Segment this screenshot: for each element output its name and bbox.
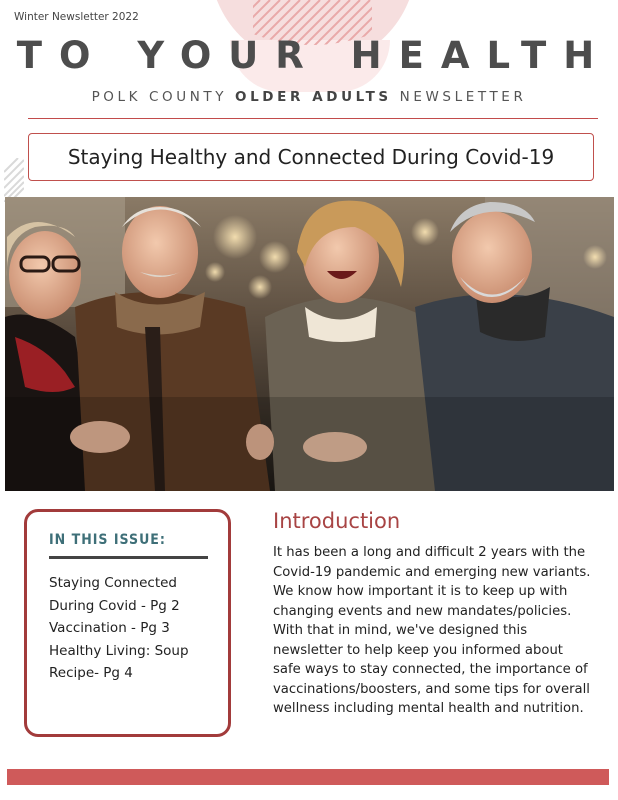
in-this-issue-heading: IN THIS ISSUE: xyxy=(49,532,166,548)
subtitle-suffix: NEWSLETTER xyxy=(399,89,527,105)
introduction-body: It has been a long and difficult 2 years with the Covid-19 pandemic and emerging new variants. We know how important it is to keep up with changing events and new mandates/policies. With that in mind, we've designed this newsletter to help keep you informed about safe ways to stay connected, the importance of vaccinations/boosters, and some tips for overall wellness including mental health and nutrition. xyxy=(273,545,591,716)
subtitle-prefix: POLK COUNTY xyxy=(91,89,228,105)
in-this-issue-list xyxy=(49,572,219,685)
headline-box xyxy=(28,133,594,181)
edition-label: Winter Newsletter 2022 xyxy=(14,11,139,23)
masthead-title: TO YOUR HEALTH xyxy=(16,34,612,77)
issue-item-vaccination: Vaccination - Pg 3 xyxy=(49,620,170,636)
hero-photo-four-older-adults-laughing xyxy=(5,197,614,491)
headline-text: Staying Healthy and Connected During Covid-19 xyxy=(67,145,555,169)
header-divider xyxy=(28,118,598,119)
subtitle-bold: OLDER ADULTS xyxy=(235,89,392,105)
hero-photo-illustration xyxy=(5,197,614,491)
decorative-side-hatch xyxy=(4,158,24,202)
masthead-subtitle xyxy=(0,89,618,105)
issue-item-soup-recipe: Healthy Living: Soup Recipe- Pg 4 xyxy=(49,642,189,681)
introduction-heading: Introduction xyxy=(273,509,401,533)
in-this-issue-divider xyxy=(49,556,208,559)
issue-item-staying-connected: Staying Connected During Covid - Pg 2 xyxy=(49,575,180,614)
in-this-issue-panel xyxy=(24,509,231,737)
footer-bar xyxy=(7,769,609,785)
